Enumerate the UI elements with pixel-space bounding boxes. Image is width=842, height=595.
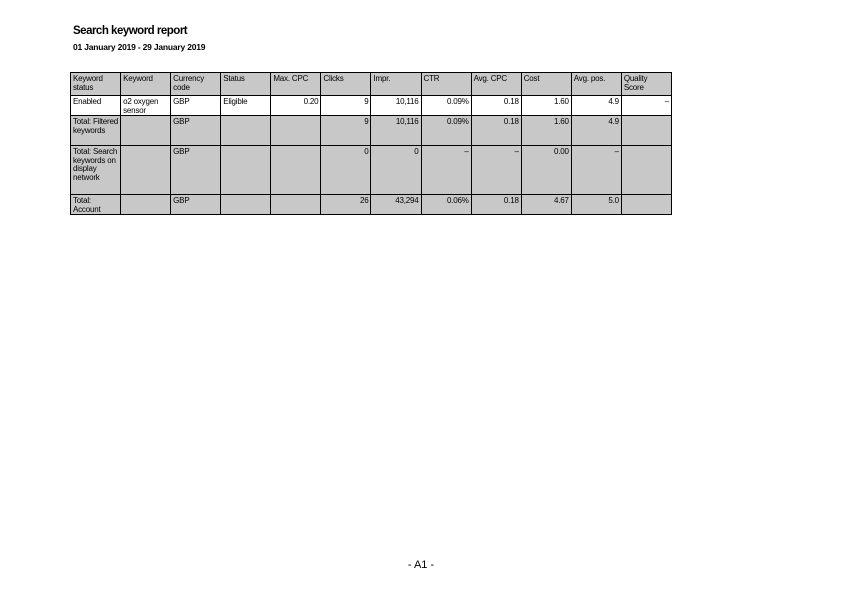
- total-ctr: 0.09%: [421, 116, 471, 146]
- total-keyword: [121, 195, 171, 215]
- header-impressions: Impr.: [371, 73, 421, 96]
- total-avg-pos: 4.9: [571, 116, 621, 146]
- cell-quality-score: –: [621, 96, 671, 116]
- total-keyword: [121, 116, 171, 146]
- header-keyword-status: Keyword status: [71, 73, 121, 96]
- total-quality-score: [621, 116, 671, 146]
- total-ctr: 0.06%: [421, 195, 471, 215]
- cell-clicks: 9: [321, 96, 371, 116]
- total-clicks: 9: [321, 116, 371, 146]
- header-currency-code: Currency code: [171, 73, 221, 96]
- page-number: - A1 -: [407, 559, 435, 571]
- total-avg-pos: 5.0: [571, 195, 621, 215]
- header-quality-score: Quality Score: [621, 73, 671, 96]
- header-cost: Cost: [521, 73, 571, 96]
- total-clicks: 26: [321, 195, 371, 215]
- total-avg-cpc: –: [471, 146, 521, 195]
- total-status: [221, 195, 271, 215]
- cell-impressions: 10,116: [371, 96, 421, 116]
- cell-keyword: o2 oxygen sensor: [121, 96, 171, 116]
- header-avg-pos: Avg. pos.: [571, 73, 621, 96]
- report-title: Search keyword report: [73, 25, 188, 37]
- total-cost: 4.67: [521, 195, 571, 215]
- cell-cost: 1.60: [521, 96, 571, 116]
- cell-max-cpc: 0.20: [271, 96, 321, 116]
- header-keyword: Keyword: [121, 73, 171, 96]
- total-row-account: [71, 195, 672, 215]
- total-cost: 1.60: [521, 116, 571, 146]
- total-impressions: 43,294: [371, 195, 421, 215]
- total-status: [221, 146, 271, 195]
- total-currency-code: GBP: [171, 146, 221, 195]
- total-max-cpc: [271, 195, 321, 215]
- cell-ctr: 0.09%: [421, 96, 471, 116]
- cell-currency-code: GBP: [171, 96, 221, 116]
- header-max-cpc: Max. CPC: [271, 73, 321, 96]
- total-ctr: –: [421, 146, 471, 195]
- total-quality-score: [621, 146, 671, 195]
- total-clicks: 0: [321, 146, 371, 195]
- total-label: Total: Account: [71, 195, 121, 215]
- total-row-filtered-keywords: [71, 116, 672, 146]
- total-keyword: [121, 146, 171, 195]
- total-impressions: 10,116: [371, 116, 421, 146]
- header-avg-cpc: Avg. CPC: [471, 73, 521, 96]
- table-header-row: [71, 73, 672, 96]
- total-max-cpc: [271, 146, 321, 195]
- header-status: Status: [221, 73, 271, 96]
- total-currency-code: GBP: [171, 195, 221, 215]
- total-max-cpc: [271, 116, 321, 146]
- total-avg-cpc: 0.18: [471, 116, 521, 146]
- total-currency-code: GBP: [171, 116, 221, 146]
- header-clicks: Clicks: [321, 73, 371, 96]
- report-date-range: 01 January 2019 - 29 January 2019: [73, 42, 206, 52]
- cell-avg-cpc: 0.18: [471, 96, 521, 116]
- keyword-report-table: [70, 72, 672, 215]
- total-label: Total: Search keywords on display network: [71, 146, 121, 195]
- total-row-search-keywords-display-network: [71, 146, 672, 195]
- total-cost: 0.00: [521, 146, 571, 195]
- total-avg-pos: –: [571, 146, 621, 195]
- cell-status: Eligible: [221, 96, 271, 116]
- cell-keyword-status: Enabled: [71, 96, 121, 116]
- total-status: [221, 116, 271, 146]
- table-row: [71, 96, 672, 116]
- header-ctr: CTR: [421, 73, 471, 96]
- cell-avg-pos: 4.9: [571, 96, 621, 116]
- total-label: Total: Filtered keywords: [71, 116, 121, 146]
- total-avg-cpc: 0.18: [471, 195, 521, 215]
- total-quality-score: [621, 195, 671, 215]
- total-impressions: 0: [371, 146, 421, 195]
